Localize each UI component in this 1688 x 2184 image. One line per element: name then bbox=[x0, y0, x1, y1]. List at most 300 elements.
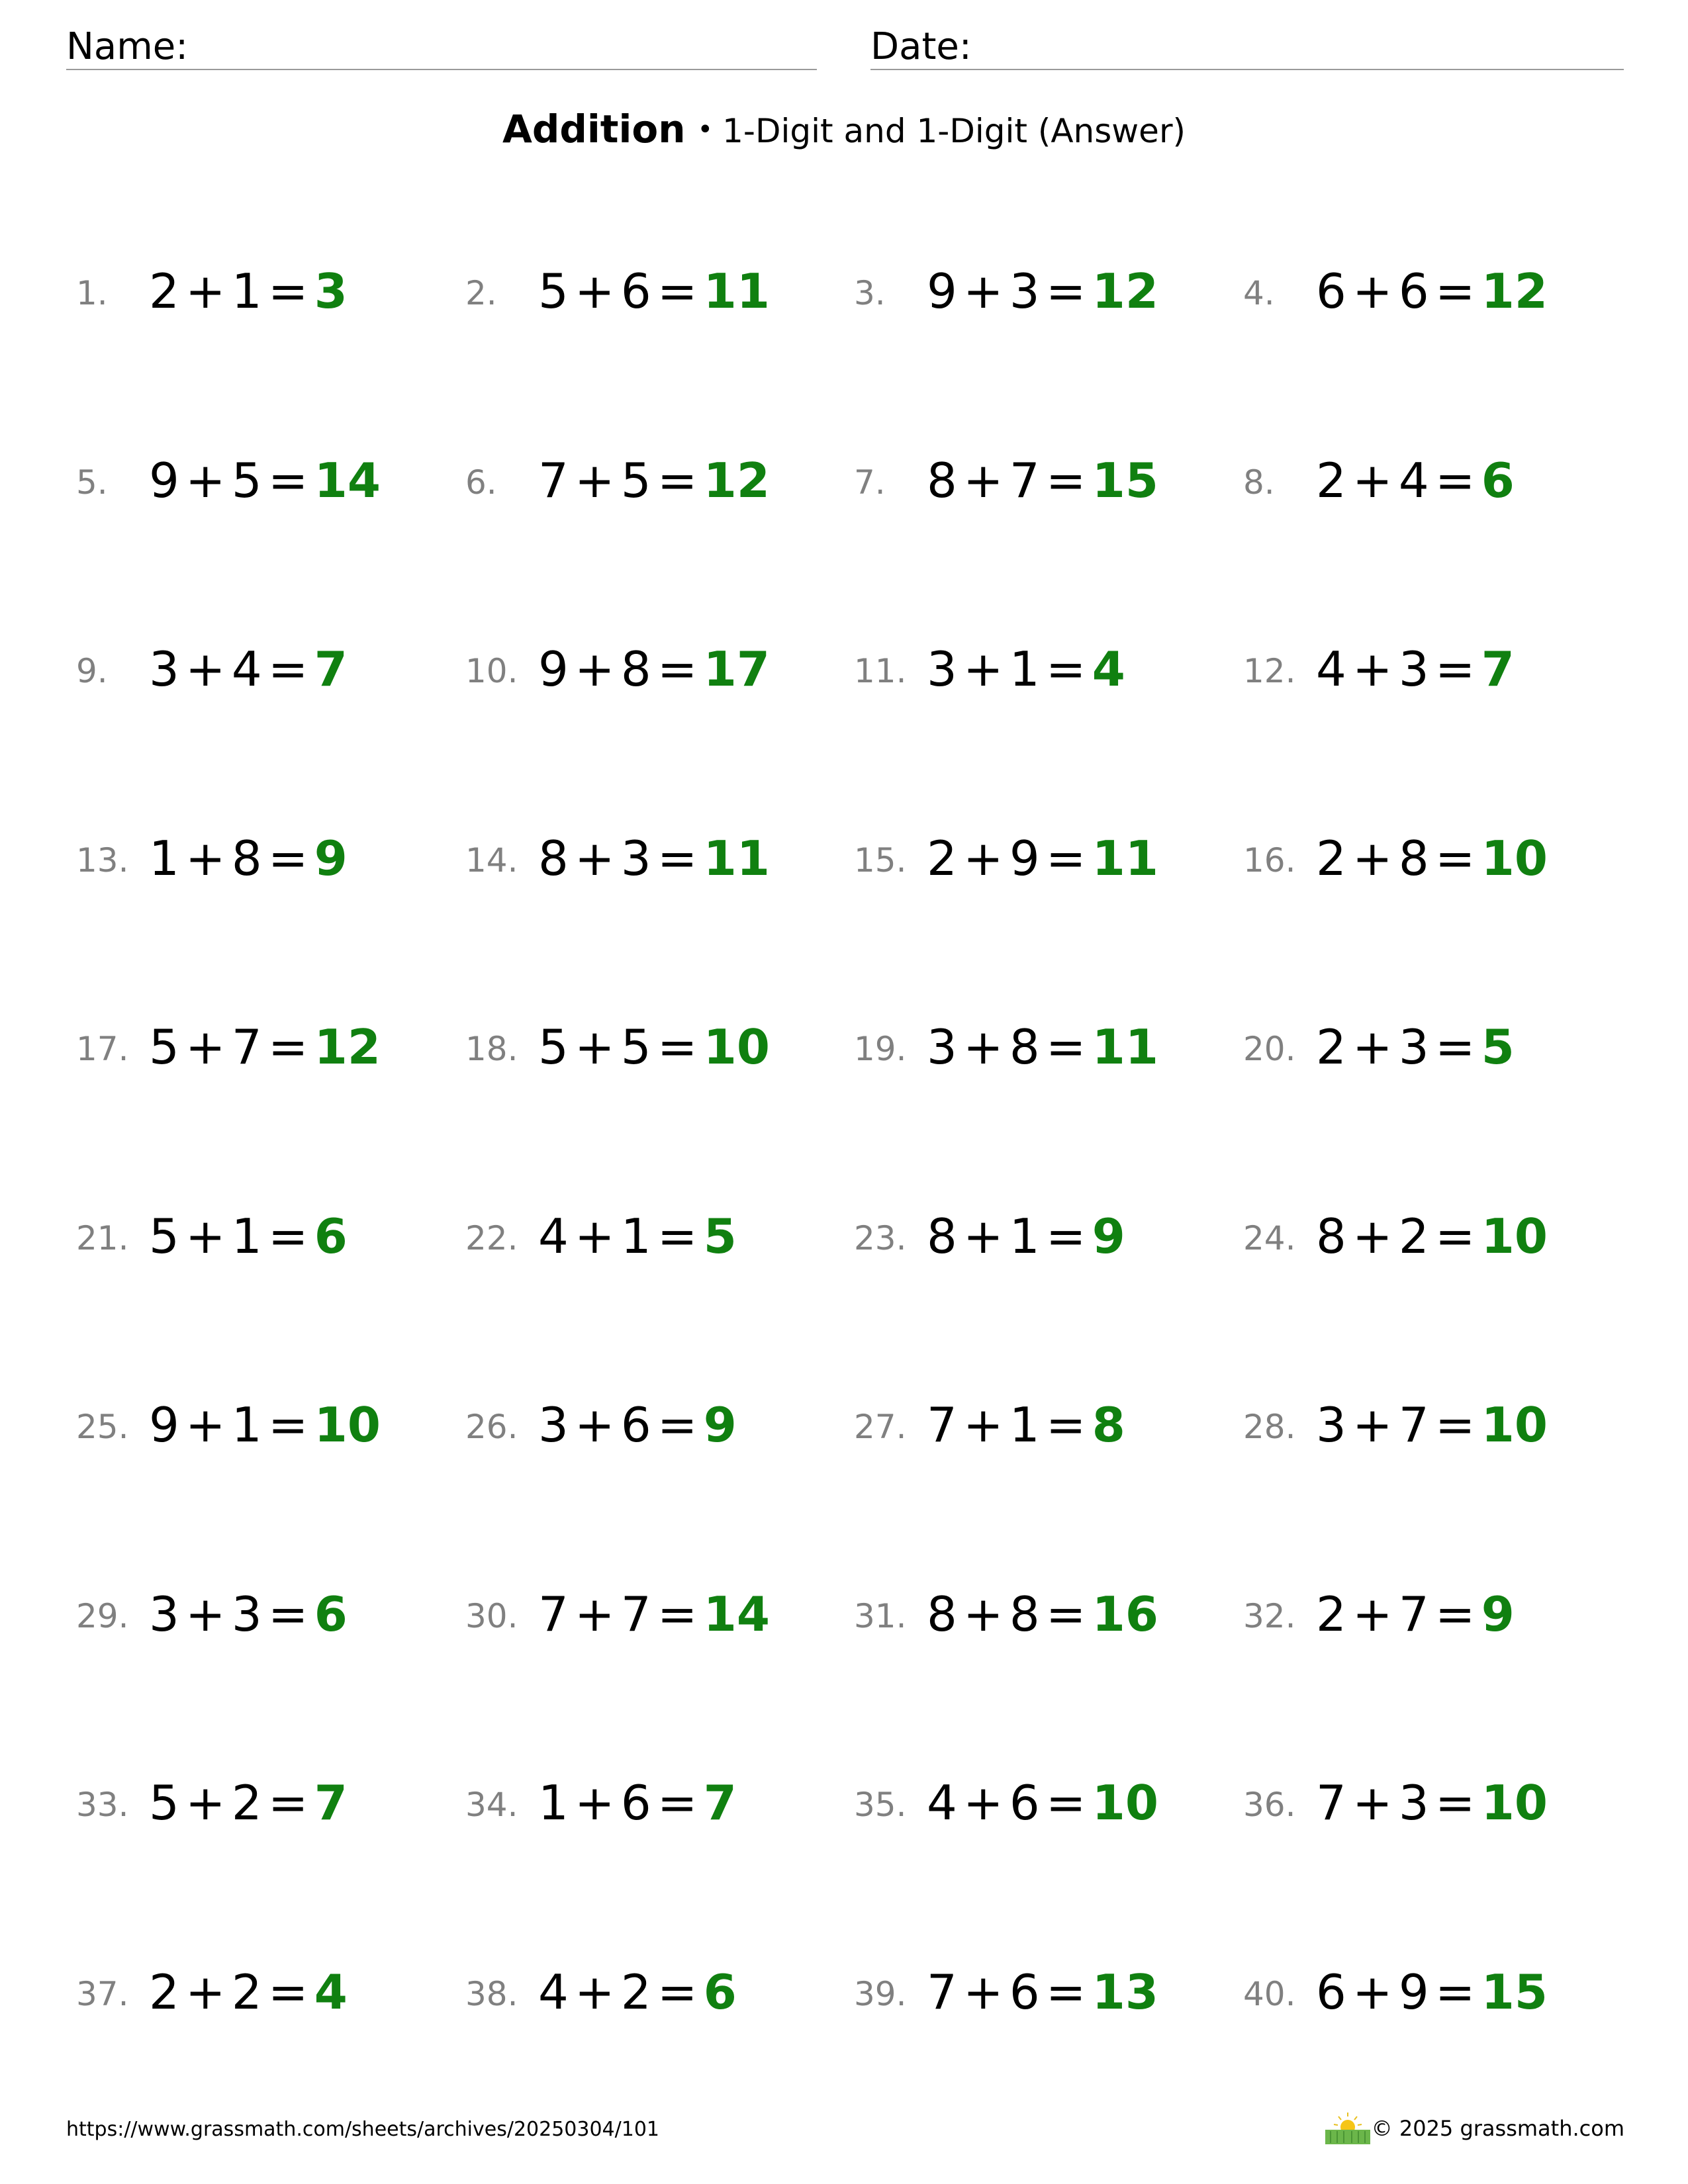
plus-operator: + bbox=[575, 1397, 615, 1453]
problem-answer: 17 bbox=[703, 641, 770, 697]
plus-operator: + bbox=[1352, 453, 1393, 508]
operand-a: 8 bbox=[927, 453, 957, 508]
problem-number: 25. bbox=[76, 1408, 129, 1446]
problem-item bbox=[854, 1202, 1225, 1275]
problem-answer: 7 bbox=[703, 1775, 737, 1831]
operand-b: 7 bbox=[1009, 453, 1040, 508]
problem-item bbox=[1243, 824, 1614, 897]
equals-sign: = bbox=[657, 831, 698, 886]
operand-b: 6 bbox=[620, 263, 651, 319]
problem-number: 24. bbox=[1243, 1219, 1296, 1257]
problem-number: 14. bbox=[465, 841, 518, 880]
plus-operator: + bbox=[185, 1586, 226, 1642]
plus-operator: + bbox=[185, 453, 226, 508]
operand-a: 6 bbox=[1316, 263, 1346, 319]
equals-sign: = bbox=[657, 453, 698, 508]
problem-item bbox=[1243, 635, 1614, 707]
problem-number: 34. bbox=[465, 1786, 518, 1824]
problem-answer: 5 bbox=[703, 1208, 737, 1264]
problem-item bbox=[854, 824, 1225, 897]
problem-item bbox=[1243, 446, 1614, 519]
problem-answer: 12 bbox=[1481, 263, 1548, 319]
plus-operator: + bbox=[963, 263, 1004, 319]
problem-answer: 11 bbox=[1092, 831, 1158, 886]
problem-number: 8. bbox=[1243, 463, 1275, 502]
operand-a: 4 bbox=[538, 1964, 569, 2020]
plus-operator: + bbox=[1352, 1586, 1393, 1642]
problem-expression bbox=[538, 1210, 737, 1263]
operand-b: 3 bbox=[231, 1586, 262, 1642]
operand-a: 9 bbox=[538, 641, 569, 697]
operand-b: 1 bbox=[1009, 1208, 1040, 1264]
operand-a: 2 bbox=[1316, 1019, 1346, 1075]
equals-sign: = bbox=[268, 831, 308, 886]
operand-b: 5 bbox=[231, 453, 262, 508]
problem-expression bbox=[927, 1588, 1158, 1641]
equals-sign: = bbox=[1046, 1586, 1086, 1642]
plus-operator: + bbox=[185, 263, 226, 319]
equals-sign: = bbox=[1435, 263, 1476, 319]
operand-b: 1 bbox=[231, 263, 262, 319]
problem-answer: 12 bbox=[1092, 263, 1158, 319]
operand-b: 6 bbox=[1009, 1775, 1040, 1831]
problem-answer: 10 bbox=[1481, 1775, 1548, 1831]
problem-answer: 15 bbox=[1481, 1964, 1548, 2020]
problem-answer: 12 bbox=[703, 453, 770, 508]
problem-number: 12. bbox=[1243, 652, 1296, 690]
name-label: Name: bbox=[66, 25, 189, 68]
problem-number: 17. bbox=[76, 1030, 129, 1068]
problem-answer: 15 bbox=[1092, 453, 1158, 508]
problem-number: 35. bbox=[854, 1786, 907, 1824]
problem-answer: 8 bbox=[1092, 1397, 1125, 1453]
problem-expression bbox=[538, 265, 770, 318]
plus-operator: + bbox=[1352, 263, 1393, 319]
problem-expression bbox=[927, 1966, 1158, 2019]
equals-sign: = bbox=[268, 453, 308, 508]
problem-expression bbox=[1316, 1210, 1548, 1263]
operand-b: 9 bbox=[1009, 831, 1040, 886]
problem-answer: 11 bbox=[703, 263, 770, 319]
equals-sign: = bbox=[1046, 263, 1086, 319]
operand-a: 4 bbox=[538, 1208, 569, 1264]
operand-a: 3 bbox=[1316, 1397, 1346, 1453]
equals-sign: = bbox=[657, 641, 698, 697]
operand-a: 3 bbox=[149, 641, 179, 697]
operand-a: 2 bbox=[149, 263, 179, 319]
equals-sign: = bbox=[1046, 453, 1086, 508]
operand-b: 1 bbox=[1009, 641, 1040, 697]
operand-a: 9 bbox=[149, 453, 179, 508]
problem-expression bbox=[927, 265, 1158, 318]
plus-operator: + bbox=[575, 1208, 615, 1264]
equals-sign: = bbox=[1046, 1775, 1086, 1831]
problem-expression bbox=[538, 1776, 737, 1829]
problem-number: 15. bbox=[854, 841, 907, 880]
equals-sign: = bbox=[268, 1586, 308, 1642]
problem-expression bbox=[1316, 1966, 1548, 2019]
operand-a: 5 bbox=[149, 1775, 179, 1831]
plus-operator: + bbox=[963, 1019, 1004, 1075]
plus-operator: + bbox=[963, 831, 1004, 886]
problem-expression bbox=[1316, 454, 1515, 507]
equals-sign: = bbox=[657, 263, 698, 319]
problem-number: 30. bbox=[465, 1597, 518, 1635]
plus-operator: + bbox=[1352, 1208, 1393, 1264]
problem-item bbox=[465, 824, 836, 897]
plus-operator: + bbox=[963, 1775, 1004, 1831]
operand-a: 5 bbox=[149, 1208, 179, 1264]
problem-number: 33. bbox=[76, 1786, 129, 1824]
operand-b: 1 bbox=[231, 1397, 262, 1453]
operand-a: 6 bbox=[1316, 1964, 1346, 2020]
operand-b: 3 bbox=[620, 831, 651, 886]
problem-number: 20. bbox=[1243, 1030, 1296, 1068]
plus-operator: + bbox=[575, 1775, 615, 1831]
problem-item bbox=[465, 1013, 836, 1085]
problem-expression bbox=[538, 1588, 770, 1641]
equals-sign: = bbox=[1435, 1775, 1476, 1831]
operand-a: 2 bbox=[927, 831, 957, 886]
operand-b: 6 bbox=[1398, 263, 1429, 319]
problem-item bbox=[76, 1580, 447, 1653]
operand-a: 7 bbox=[538, 453, 569, 508]
operand-a: 3 bbox=[927, 641, 957, 697]
plus-operator: + bbox=[1352, 1397, 1393, 1453]
operand-b: 7 bbox=[620, 1586, 651, 1642]
equals-sign: = bbox=[1435, 1208, 1476, 1264]
operand-a: 3 bbox=[149, 1586, 179, 1642]
problem-expression bbox=[538, 643, 770, 696]
operand-a: 5 bbox=[538, 263, 569, 319]
equals-sign: = bbox=[657, 1586, 698, 1642]
problem-expression bbox=[1316, 265, 1548, 318]
operand-a: 8 bbox=[538, 831, 569, 886]
operand-b: 2 bbox=[231, 1964, 262, 2020]
problem-expression bbox=[149, 643, 348, 696]
problem-answer: 7 bbox=[1481, 641, 1515, 697]
operand-a: 9 bbox=[927, 263, 957, 319]
operand-a: 4 bbox=[927, 1775, 957, 1831]
equals-sign: = bbox=[1435, 1397, 1476, 1453]
equals-sign: = bbox=[268, 641, 308, 697]
equals-sign: = bbox=[657, 1397, 698, 1453]
problem-item bbox=[854, 446, 1225, 519]
grass-sun-logo-icon bbox=[1325, 2111, 1370, 2144]
problem-number: 18. bbox=[465, 1030, 518, 1068]
operand-b: 5 bbox=[620, 453, 651, 508]
title-subtitle: 1-Digit and 1-Digit (Answer) bbox=[722, 112, 1186, 150]
operand-b: 4 bbox=[231, 641, 262, 697]
problem-number: 1. bbox=[76, 274, 108, 312]
problem-expression bbox=[927, 643, 1125, 696]
problem-expression bbox=[149, 1210, 348, 1263]
problem-item bbox=[465, 446, 836, 519]
problem-expression bbox=[149, 1776, 348, 1829]
plus-operator: + bbox=[1352, 1775, 1393, 1831]
plus-operator: + bbox=[963, 453, 1004, 508]
operand-a: 3 bbox=[538, 1397, 569, 1453]
problem-number: 7. bbox=[854, 463, 886, 502]
operand-b: 9 bbox=[1398, 1964, 1429, 2020]
equals-sign: = bbox=[268, 1397, 308, 1453]
plus-operator: + bbox=[963, 1964, 1004, 2020]
problem-answer: 5 bbox=[1481, 1019, 1515, 1075]
operand-a: 4 bbox=[1316, 641, 1346, 697]
title-main: Addition bbox=[502, 107, 686, 152]
problem-item bbox=[854, 1013, 1225, 1085]
problem-expression bbox=[149, 1966, 348, 2019]
equals-sign: = bbox=[657, 1775, 698, 1831]
plus-operator: + bbox=[575, 1964, 615, 2020]
problem-expression bbox=[538, 832, 770, 885]
equals-sign: = bbox=[1046, 641, 1086, 697]
operand-b: 8 bbox=[231, 831, 262, 886]
problem-number: 11. bbox=[854, 652, 907, 690]
problem-expression bbox=[927, 1776, 1158, 1829]
problem-answer: 7 bbox=[314, 1775, 348, 1831]
operand-a: 2 bbox=[1316, 831, 1346, 886]
equals-sign: = bbox=[1046, 831, 1086, 886]
operand-b: 6 bbox=[620, 1775, 651, 1831]
equals-sign: = bbox=[657, 1208, 698, 1264]
operand-b: 4 bbox=[1398, 453, 1429, 508]
problem-answer: 14 bbox=[314, 453, 381, 508]
problem-item bbox=[854, 1768, 1225, 1841]
operand-a: 8 bbox=[927, 1208, 957, 1264]
problem-item bbox=[854, 1958, 1225, 2030]
date-label: Date: bbox=[870, 25, 972, 68]
operand-b: 8 bbox=[1398, 831, 1429, 886]
problem-answer: 9 bbox=[1481, 1586, 1515, 1642]
operand-a: 7 bbox=[538, 1586, 569, 1642]
problem-expression bbox=[1316, 1398, 1548, 1451]
operand-a: 2 bbox=[149, 1964, 179, 2020]
problem-item bbox=[465, 635, 836, 707]
problem-item bbox=[465, 257, 836, 330]
problem-item bbox=[1243, 1202, 1614, 1275]
problem-expression bbox=[1316, 1021, 1515, 1073]
problem-answer: 3 bbox=[314, 263, 348, 319]
problem-expression bbox=[1316, 643, 1515, 696]
problem-item bbox=[465, 1958, 836, 2030]
problem-answer: 9 bbox=[314, 831, 348, 886]
operand-a: 7 bbox=[927, 1397, 957, 1453]
problem-answer: 4 bbox=[1092, 641, 1125, 697]
problem-item bbox=[465, 1390, 836, 1463]
problem-item bbox=[854, 635, 1225, 707]
problem-answer: 10 bbox=[1092, 1775, 1158, 1831]
equals-sign: = bbox=[657, 1964, 698, 2020]
plus-operator: + bbox=[963, 1208, 1004, 1264]
problem-number: 19. bbox=[854, 1030, 907, 1068]
problem-item bbox=[1243, 1390, 1614, 1463]
problem-item bbox=[854, 1580, 1225, 1653]
operand-a: 5 bbox=[149, 1019, 179, 1075]
equals-sign: = bbox=[1046, 1397, 1086, 1453]
problem-answer: 10 bbox=[1481, 1397, 1548, 1453]
equals-sign: = bbox=[1435, 1964, 1476, 2020]
problem-item bbox=[465, 1768, 836, 1841]
problem-number: 6. bbox=[465, 463, 497, 502]
problem-item bbox=[1243, 1580, 1614, 1653]
problem-answer: 14 bbox=[703, 1586, 770, 1642]
equals-sign: = bbox=[1046, 1019, 1086, 1075]
operand-b: 6 bbox=[1009, 1964, 1040, 2020]
operand-b: 1 bbox=[620, 1208, 651, 1264]
problem-expression bbox=[149, 454, 381, 507]
plus-operator: + bbox=[575, 263, 615, 319]
equals-sign: = bbox=[1046, 1964, 1086, 2020]
problem-expression bbox=[538, 1966, 737, 2019]
problem-item bbox=[1243, 1958, 1614, 2030]
operand-b: 7 bbox=[1398, 1397, 1429, 1453]
problem-item bbox=[76, 824, 447, 897]
plus-operator: + bbox=[1352, 1019, 1393, 1075]
operand-a: 5 bbox=[538, 1019, 569, 1075]
operand-a: 8 bbox=[1316, 1208, 1346, 1264]
problem-answer: 11 bbox=[703, 831, 770, 886]
problem-number: 4. bbox=[1243, 274, 1275, 312]
plus-operator: + bbox=[575, 1019, 615, 1075]
problem-number: 40. bbox=[1243, 1975, 1296, 2013]
equals-sign: = bbox=[268, 263, 308, 319]
problem-expression bbox=[149, 1398, 381, 1451]
problem-number: 36. bbox=[1243, 1786, 1296, 1824]
equals-sign: = bbox=[268, 1019, 308, 1075]
equals-sign: = bbox=[268, 1775, 308, 1831]
problem-item bbox=[854, 257, 1225, 330]
problem-item bbox=[1243, 257, 1614, 330]
plus-operator: + bbox=[963, 1397, 1004, 1453]
operand-b: 3 bbox=[1009, 263, 1040, 319]
problem-number: 10. bbox=[465, 652, 518, 690]
problem-expression bbox=[927, 832, 1158, 885]
plus-operator: + bbox=[185, 1208, 226, 1264]
operand-a: 3 bbox=[927, 1019, 957, 1075]
operand-a: 9 bbox=[149, 1397, 179, 1453]
problem-number: 9. bbox=[76, 652, 108, 690]
equals-sign: = bbox=[1435, 1586, 1476, 1642]
plus-operator: + bbox=[575, 1586, 615, 1642]
problem-number: 29. bbox=[76, 1597, 129, 1635]
problem-answer: 12 bbox=[314, 1019, 381, 1075]
problem-number: 2. bbox=[465, 274, 497, 312]
operand-b: 8 bbox=[620, 641, 651, 697]
equals-sign: = bbox=[268, 1208, 308, 1264]
operand-b: 2 bbox=[620, 1964, 651, 2020]
problem-expression bbox=[927, 1398, 1125, 1451]
problem-item bbox=[465, 1580, 836, 1653]
operand-b: 3 bbox=[1398, 1019, 1429, 1075]
problem-number: 37. bbox=[76, 1975, 129, 2013]
problem-item bbox=[1243, 1768, 1614, 1841]
operand-a: 2 bbox=[1316, 1586, 1346, 1642]
equals-sign: = bbox=[1435, 641, 1476, 697]
equals-sign: = bbox=[1435, 453, 1476, 508]
problem-item bbox=[1243, 1013, 1614, 1085]
problem-expression bbox=[538, 454, 770, 507]
problem-item bbox=[76, 446, 447, 519]
problem-item bbox=[76, 1390, 447, 1463]
equals-sign: = bbox=[1046, 1208, 1086, 1264]
problem-answer: 10 bbox=[703, 1019, 770, 1075]
title-separator: • bbox=[697, 114, 714, 145]
problem-number: 26. bbox=[465, 1408, 518, 1446]
problem-answer: 10 bbox=[1481, 831, 1548, 886]
equals-sign: = bbox=[1435, 831, 1476, 886]
problem-number: 39. bbox=[854, 1975, 907, 2013]
problem-number: 23. bbox=[854, 1219, 907, 1257]
problem-answer: 11 bbox=[1092, 1019, 1158, 1075]
problem-answer: 6 bbox=[314, 1586, 348, 1642]
plus-operator: + bbox=[185, 831, 226, 886]
problem-answer: 13 bbox=[1092, 1964, 1158, 2020]
problem-answer: 7 bbox=[314, 641, 348, 697]
problem-item bbox=[854, 1390, 1225, 1463]
operand-b: 8 bbox=[1009, 1586, 1040, 1642]
problem-number: 31. bbox=[854, 1597, 907, 1635]
plus-operator: + bbox=[185, 1964, 226, 2020]
problem-expression bbox=[1316, 1588, 1515, 1641]
problem-answer: 4 bbox=[314, 1964, 348, 2020]
problem-number: 38. bbox=[465, 1975, 518, 2013]
problem-answer: 16 bbox=[1092, 1586, 1158, 1642]
plus-operator: + bbox=[575, 453, 615, 508]
operand-b: 7 bbox=[1398, 1586, 1429, 1642]
problem-item bbox=[76, 635, 447, 707]
operand-b: 1 bbox=[1009, 1397, 1040, 1453]
operand-a: 2 bbox=[1316, 453, 1346, 508]
problem-answer: 6 bbox=[314, 1208, 348, 1264]
problem-expression bbox=[538, 1021, 770, 1073]
footer-copyright: © 2025 grassmath.com bbox=[1371, 2116, 1624, 2141]
operand-b: 6 bbox=[620, 1397, 651, 1453]
operand-b: 8 bbox=[1009, 1019, 1040, 1075]
plus-operator: + bbox=[1352, 641, 1393, 697]
operand-a: 7 bbox=[927, 1964, 957, 2020]
problem-expression bbox=[927, 1021, 1158, 1073]
problem-answer: 10 bbox=[1481, 1208, 1548, 1264]
operand-a: 1 bbox=[149, 831, 179, 886]
problem-expression bbox=[927, 454, 1158, 507]
problem-answer: 9 bbox=[703, 1397, 737, 1453]
problem-answer: 9 bbox=[1092, 1208, 1125, 1264]
problem-number: 28. bbox=[1243, 1408, 1296, 1446]
plus-operator: + bbox=[575, 641, 615, 697]
problem-item bbox=[76, 1958, 447, 2030]
equals-sign: = bbox=[1435, 1019, 1476, 1075]
plus-operator: + bbox=[185, 641, 226, 697]
problem-expression bbox=[149, 265, 348, 318]
plus-operator: + bbox=[1352, 1964, 1393, 2020]
problem-answer: 6 bbox=[703, 1964, 737, 2020]
problem-number: 3. bbox=[854, 274, 886, 312]
operand-b: 2 bbox=[1398, 1208, 1429, 1264]
problem-expression bbox=[149, 1588, 348, 1641]
problem-item bbox=[465, 1202, 836, 1275]
operand-b: 3 bbox=[1398, 1775, 1429, 1831]
plus-operator: + bbox=[575, 831, 615, 886]
problem-expression bbox=[927, 1210, 1125, 1263]
plus-operator: + bbox=[963, 641, 1004, 697]
operand-b: 2 bbox=[231, 1775, 262, 1831]
problem-expression bbox=[149, 1021, 381, 1073]
problem-answer: 6 bbox=[1481, 453, 1515, 508]
problem-number: 27. bbox=[854, 1408, 907, 1446]
problem-answer: 10 bbox=[314, 1397, 381, 1453]
problem-number: 21. bbox=[76, 1219, 129, 1257]
